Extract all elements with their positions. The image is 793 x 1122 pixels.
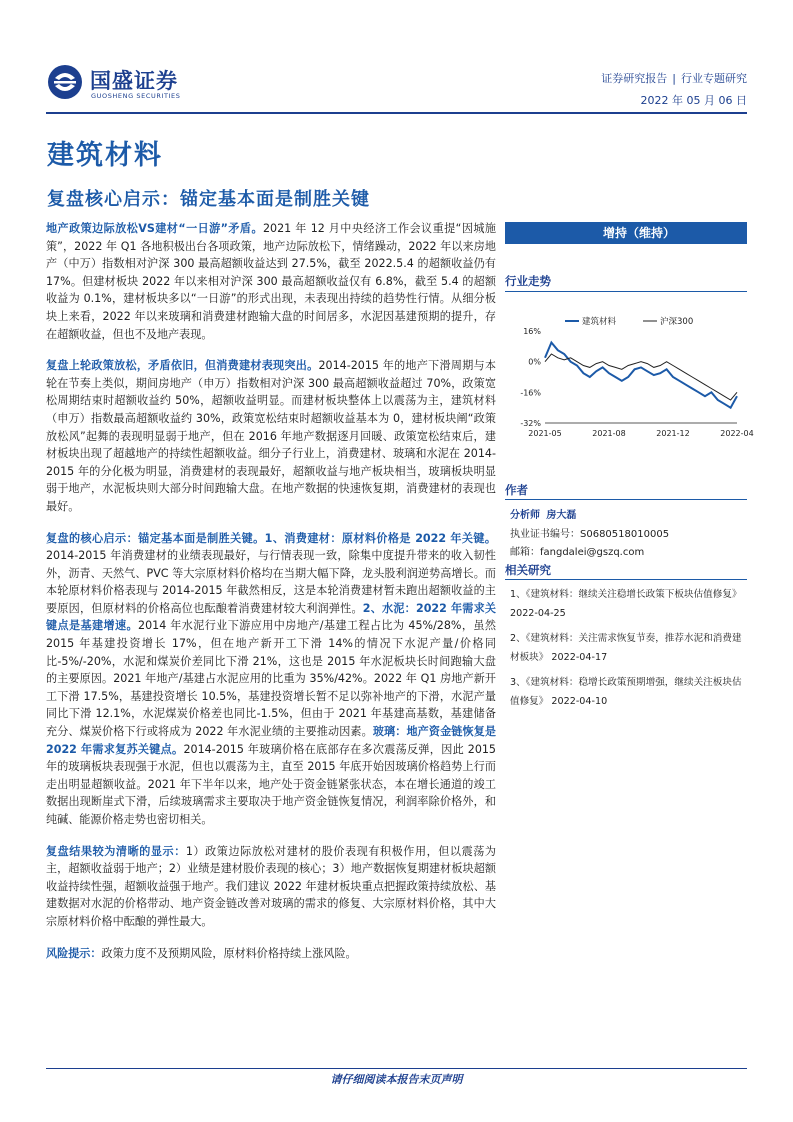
logo-text-cn: 国盛证券 bbox=[90, 69, 178, 93]
meta-divider: | bbox=[672, 72, 676, 85]
authors-title: 作者 bbox=[505, 483, 528, 497]
chart-series bbox=[545, 343, 737, 408]
report-date: 2022 年 05 月 06 日 bbox=[640, 94, 747, 107]
paragraph-lead: 复盘结果较为清晰的显示： bbox=[46, 844, 186, 858]
chart-legend bbox=[565, 316, 693, 327]
risk-warning bbox=[46, 945, 496, 963]
license-label: 执业证书编号： bbox=[510, 529, 580, 540]
paragraph-lead: 地产政策边际放松VS建材“一日游”矛盾。 bbox=[46, 222, 263, 235]
license-line bbox=[510, 525, 669, 540]
license-value: S0680518010005 bbox=[580, 529, 670, 540]
report-type: 证券研究报告 bbox=[601, 72, 668, 85]
paragraph-1 bbox=[46, 220, 496, 343]
paragraph-lead: 风险提示： bbox=[46, 946, 102, 960]
paragraph-lead-3: 玻璃：地产资金链恢复是 2022 年需求复苏关键点。 bbox=[46, 725, 496, 756]
paragraph-lead: 复盘上轮政策放松，矛盾依旧，但消费建材表现突出。 bbox=[46, 359, 319, 373]
email-line bbox=[510, 543, 644, 558]
y-tick-label: 0% bbox=[528, 357, 541, 367]
related-research-list bbox=[510, 585, 742, 717]
industry-trend-chart bbox=[505, 313, 754, 448]
logo-mark-icon bbox=[46, 63, 84, 101]
paragraph-body: 1）政策边际放松对建材的股价表现有积极作用，但以震荡为主，超额收益弱于地产；2）业绩是建材股价表现的核心；3）地产数据恢复期建材板块超额收益持续性强，超额收益强于地产。我们建议 2022 年建材板块重点把握政策持续放松、基建数据对水泥的价格带动、地产资金链改善对玻璃的需求的修复、大宗原材料价格，其中大宗原材料价格中酝酿的弹性最大。 bbox=[46, 844, 496, 928]
related-item[interactable]: 1、《建筑材料：继续关注稳增长政策下板块估值修复》 2022-04-25 bbox=[510, 589, 742, 619]
analyst-label: 分析师 bbox=[510, 510, 540, 521]
paragraph-lead: 复盘的核心启示：锚定基本面是制胜关键。1、消费建材：原材料价格是 2022 年关键。 bbox=[46, 531, 496, 545]
chart-axes bbox=[520, 327, 753, 438]
related-title: 相关研究 bbox=[505, 563, 551, 577]
related-item[interactable]: 2、《建筑材料：关注需求恢复节奏，推荐水泥和消费建材板块》 2022-04-17 bbox=[510, 633, 742, 663]
main-content bbox=[46, 220, 496, 976]
legend-label: 沪深300 bbox=[660, 317, 694, 327]
analyst-line bbox=[510, 506, 576, 521]
trend-title: 行业走势 bbox=[505, 274, 551, 288]
email-label: 邮箱： bbox=[510, 547, 540, 558]
y-tick-label: 16% bbox=[523, 327, 541, 336]
paragraph-lead-2: 2、水泥：2022 年需求关键点是基建增速。 bbox=[46, 601, 496, 633]
header-divider bbox=[46, 112, 747, 114]
paragraph-body: 2014-2015 年的地产下滑周期与本轮在节奏上类似，期间房地产（申万）指数相对沪深 300 最高超额收益超过 70%，政策宽松周期结束时超额收益约 50%，超额收益明显。而建材板块整体上以震荡为主，建筑材料（申万）指数最高超额收益约 30%，政策宽松结束时超额收益基本为 0，建材板块阐“政策放松风”起舞的表现明显弱于地产，但在 2016 年地产数据逐月回暖、政策宽松结束后，建材板块出现了超越地产的持续性超额收益。细分子行业上，消费建材、玻璃和水泥在 2014-2015 年的分化极为明显，消费建材的表现最好，超额收益与地产板块相当，玻璃板块明显弱于地产，水泥板块则大部分时间跑输大盘。在地产数据的快速恢复期，消费建材的表现也最好。 bbox=[46, 359, 496, 513]
related-divider bbox=[505, 579, 747, 580]
x-tick-label: 2021-08 bbox=[592, 429, 626, 438]
paragraph-3 bbox=[46, 530, 496, 829]
x-tick-label: 2021-05 bbox=[528, 429, 562, 438]
paragraph-body-3: 2014-2015 年玻璃价格在底部存在多次震荡反弹，因此 2015 年的玻璃板块表现强于水泥，但也以震荡为主，直至 2015 年底开始因玻璃价格趋势上行而走出明显超额收益。2021 年下半年以来，地产处于资金链紧张状态，本在增长通道的竣工数据出现断崖式下滑，后续玻璃需求主要取决于地产资金链恢复情况，利润率除价格外，和纯碱、能源价格走势也密切相关。 bbox=[46, 742, 496, 826]
paragraph-2 bbox=[46, 357, 496, 515]
y-tick-label: -16% bbox=[520, 388, 541, 398]
footer-disclaimer: 请仔细阅读本报告末页声明 bbox=[330, 1073, 463, 1086]
report-meta bbox=[601, 70, 747, 86]
logo-text-en: GUOSHENG SECURITIES bbox=[91, 92, 181, 100]
legend-label: 建筑材料 bbox=[582, 317, 617, 327]
report-category: 行业专题研究 bbox=[681, 72, 747, 85]
analyst-name: 房大磊 bbox=[546, 510, 577, 521]
paragraph-body: 政策力度不及预期风险，原材料价格持续上涨风险。 bbox=[101, 946, 357, 960]
footer-divider bbox=[46, 1068, 747, 1069]
x-tick-label: 2022-04 bbox=[720, 429, 754, 438]
paragraph-body-2: 2014 年水泥行业下游应用中房地产/基建工程占比为 45%/28%，虽然 2015 年基建投资增长 17%，但在地产新开工下滑 14%的情况下水泥产量/价格同比-5%/-20%，水泥和煤炭价差同比下滑 21%，这也是 2015 年水泥板块长时间跑输大盘的主要原因。2021 年地产/基建占水泥应用的比重为 35%/42%。2022 年 Q1 房地产新开工下滑 17.5%，基建投资增长 10.5%，基建投资增长暂不足以弥补地产的下滑，水泥产量同比下滑 12.1%，水泥煤炭价格差也同比-1.5%，但由于 2021 年基建高基数，基建储备充分、煤炭价格下行或将成为 2022 年水泥业绩的主要推动因素。 bbox=[46, 619, 496, 739]
rating-badge: 增持（维持） bbox=[505, 222, 747, 244]
company-logo bbox=[46, 63, 236, 105]
email-link[interactable]: fangdalei@gszq.com bbox=[540, 547, 645, 558]
y-tick-label: -32% bbox=[520, 419, 541, 428]
x-tick-label: 2021-12 bbox=[656, 429, 690, 438]
related-item[interactable]: 3、《建筑材料：稳增长政策预期增强，继续关注板块估值修复》 2022-04-10 bbox=[510, 677, 742, 707]
series-line-building-materials bbox=[545, 343, 737, 408]
industry-title: 建筑材料 bbox=[47, 140, 163, 171]
authors-divider bbox=[505, 499, 747, 500]
trend-divider bbox=[505, 291, 747, 292]
paragraph-body: 2014-2015 年消费建材的业绩表现最好，与行情表现一致，除集中度提升带来的收入韧性外，沥青、天然气、PVC 等大宗原材料价格均在当期大幅下降，龙头股利润逆势高增长。而本轮原材料价格表现与 2014-2015 年截然相反，这是本轮消费建材暂未跑出超额收益的主要原因，但原材料的价格高位也酝酿着消费建材较大利润弹性。 bbox=[46, 549, 496, 615]
paragraph-4 bbox=[46, 843, 496, 931]
paragraph-body: 2021 年 12 月中央经济工作会议重提“因城施策”，2022 年 Q1 各地积极出台各项政策，地产边际放松下，情绪躁动，2022 年以来房地产（中万）指数相对沪深 300 最高超额收益达到 27.5%，截至 2022.5.4 的超额收益仍有 17%。但建材板块 2022 年以来相对沪深 300 最高超额收益仅有 6.8%，截至 5.4 的超额收益为 0.1%，建材板块多以“一日游”的形式出现，未表现出持续的趋势性行情。从细分板块上来看，2022 年以来玻璃和消费建材跑输大盘的时间居多，水泥因基建预期的提升，存在超额收益，但也不及地产表现。 bbox=[46, 222, 496, 341]
report-title: 复盘核心启示：锚定基本面是制胜关键 bbox=[47, 189, 370, 210]
